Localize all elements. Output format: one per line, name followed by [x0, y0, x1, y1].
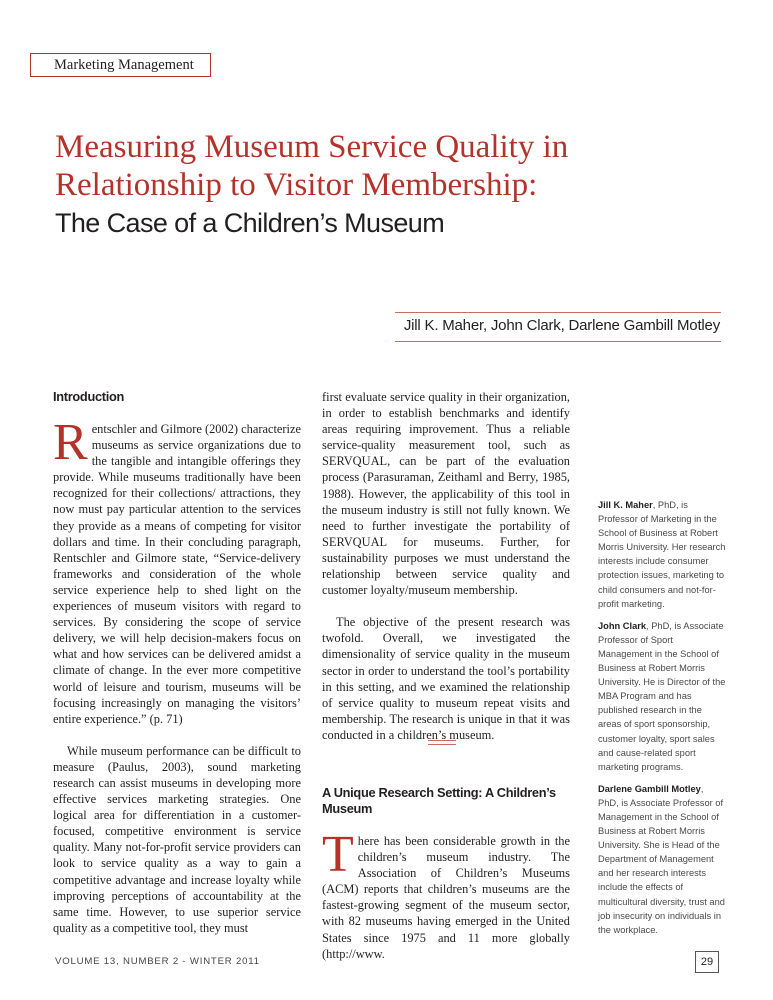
- article-subtitle: The Case of a Children’s Museum: [55, 208, 445, 238]
- intro-paragraph-1: [53, 414, 301, 727]
- title-line-1: Measuring Museum Service Quality in: [55, 129, 569, 165]
- bio-clark: [598, 619, 726, 774]
- text-column-2: [322, 389, 570, 962]
- col2-paragraph-2: The objective of the present research was twofold. Overall, we investigated the dimensionality of service quality in the museum sector in order to understand the tool’s portability in this setting, and we examined the relationship of service quality to museum repeat visits and membership. The research is unique in that it was conducted in a children’s museum.: [322, 615, 570, 742]
- journal-footer: VOLUME 13, NUMBER 2 - WINTER 2011: [55, 956, 260, 967]
- col2-paragraph-1: first evaluate service quality in their organization, in order to establish benchmarks and identify areas requiring improvement. Thus a reliable service-quality measurement tool, such as SERVQUAL, can be part of the evaluation process (Parasuraman, Zeithaml and Berry, 1985, 1988). However, the applicability of this tool in the museum industry is still not fully known. We need to further investigate the portability of SERVQUAL for museums. Further, for sustainability purposes we must understand the relationship between service quality and customer loyalty/museum membership.: [322, 390, 570, 598]
- intro-paragraph-2: While museum performance can be difficult to measure (Paulus, 2003), sound marketing research can assist museums in developing more effective services marketing strategies. One logical area for differentiation in a customer-focused, competitive environment is service quality. Many not-for-profit service providers can look to service quality as a way to gain a competitive advantage and increase loyalty while improving perceptions of accountability at the same time. However, to use superior service quality as a competitive tool, they must: [53, 743, 301, 935]
- intro-paragraph-1-text: entschler and Gilmore (2002) characterize museums as service organizations due to the tangible and intangible offerings they provide. While museums traditionally have been recognized for their collections/ attractions, they now must pay particular attention to the services they provide as a means of competing for visitor dollars and time. In their concluding paragraph, Rentschler and Gilmore state, “Service-delivery frameworks and consideration of the whole service experience help to shed light on the experiences of museum visitors with regard to services. By considering the scope of service delivery, we will help decision-makers focus on what and how services can be delivered amidst a climate of change. In the ever more competitive world of leisure and tourism, museums will be focusing increasingly on managing the visitors’ entire experience.” (p. 71): [53, 422, 301, 726]
- title-line-2: Relationship to Visitor Membership:: [55, 167, 538, 203]
- bio-name: John Clark: [598, 620, 647, 631]
- drop-cap-t: T: [322, 825, 354, 883]
- bio-name: Darlene Gambill Motley: [598, 783, 701, 794]
- drop-cap-r: R: [53, 414, 88, 471]
- col2-paragraph-3: [322, 825, 570, 962]
- bio-text: , PhD, is Professor of Marketing in the School of Business at Robert Morris University. Her research interests include consumer protection issues, marketing to child consumers and not-for-profit marketing.: [598, 500, 726, 609]
- section-divider-ornament: [428, 740, 456, 748]
- text-column-1: [53, 389, 301, 936]
- page-number: 29: [695, 951, 719, 973]
- authors-rule-top: [395, 312, 721, 313]
- col2-paragraph-3-text: here has been considerable growth in the children’s museum industry. The Association of Children’s Museums (ACM) reports that children’s museums are the fastest-growing segment of the museum sector, with 82 museums having emerged in the United States since 1975 and 11 more globally (http://www.: [322, 833, 570, 961]
- bio-maher: [598, 498, 726, 611]
- bio-text: , PhD, is Associate Professor of Management in the School of Business at Robert Morris University. She is Head of the Department of Management and her research interests include the effects of multicultural diversity, trust and job insecurity on individuals in the workplace.: [598, 783, 725, 935]
- research-setting-heading: A Unique Research Setting: A Children’s Museum: [322, 784, 556, 816]
- authors-rule-bottom: [395, 341, 721, 342]
- authors-line: Jill K. Maher, John Clark, Darlene Gambill Motley: [403, 317, 720, 334]
- bio-text: , PhD, is Associate Professor of Sport Management in the School of Business at Robert Morris University. He is Director of the MBA Program and has published research in the areas of sport sponsorship, customer loyalty, sport sales and cause-related sport marketing programs.: [598, 620, 726, 772]
- article-title: [55, 128, 715, 204]
- section-tag: Marketing Management: [30, 53, 211, 77]
- author-bios: [598, 498, 726, 945]
- introduction-heading: Introduction: [53, 389, 125, 404]
- bio-motley: [598, 782, 726, 937]
- bio-name: Jill K. Maher: [598, 500, 653, 510]
